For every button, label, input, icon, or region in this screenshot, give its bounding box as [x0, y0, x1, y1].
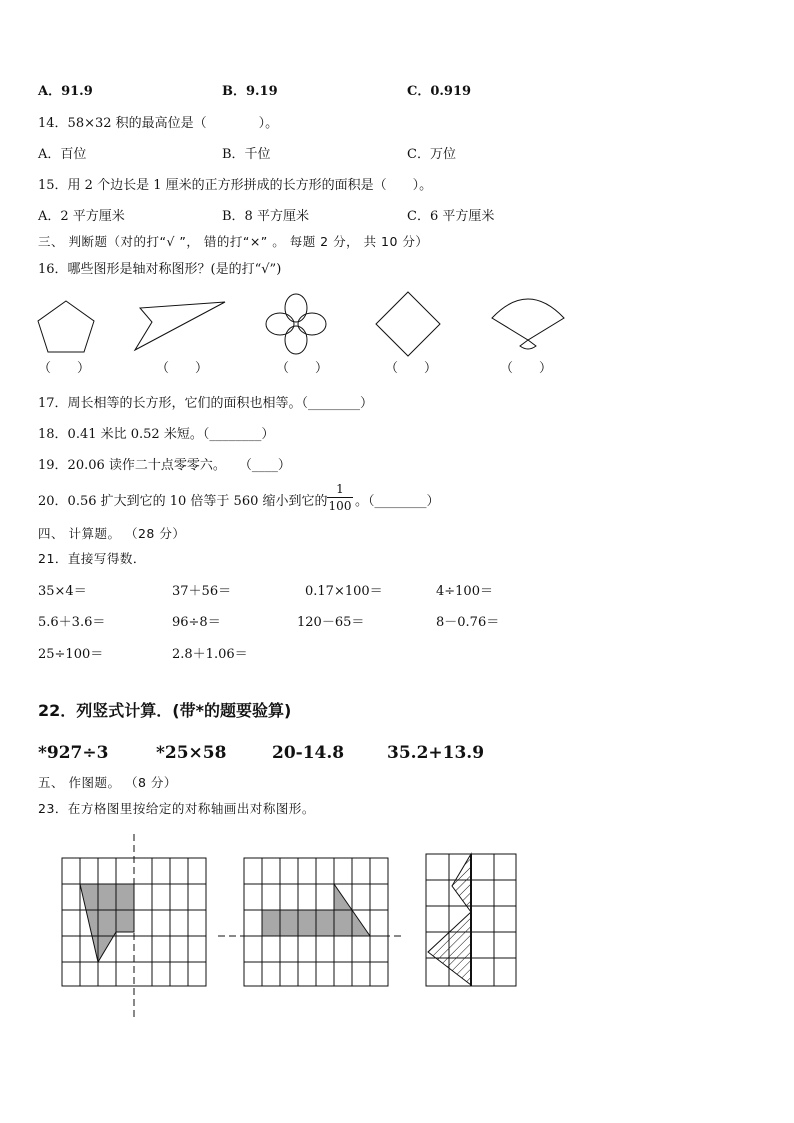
- q20-question-end: 。（________）: [355, 494, 440, 509]
- q23-grids: [0, 820, 794, 1030]
- calc-item: 96÷8＝: [172, 615, 221, 630]
- q16-shapes: [0, 0, 794, 400]
- q15-question: 15．用 2 个边长是 1 厘米的正方形拼成的长方形的面积是（ ）。: [38, 178, 433, 193]
- q13-option-c: C．0.919: [407, 84, 472, 99]
- section-4-heading: 四、 计算题。 （28 分）: [38, 526, 186, 541]
- q16-bracket-2[interactable]: （ ）: [156, 361, 209, 376]
- calc-item: 2.8＋1.06＝: [172, 647, 248, 662]
- q16-bracket-3[interactable]: （ ）: [276, 361, 329, 376]
- calc-item: 37＋56＝: [172, 584, 232, 599]
- q14-option-c: C．万位: [407, 147, 456, 162]
- q15-option-c: C．6 平方厘米: [407, 209, 495, 224]
- q18-question: 18．0.41 米比 0.52 米短。（________）: [38, 427, 275, 442]
- calc-item: 8－0.76＝: [436, 615, 500, 630]
- calc-item: 35×4＝: [38, 584, 87, 599]
- q15-option-a: A．2 平方厘米: [38, 209, 125, 224]
- q13-option-b: B．9.19: [222, 84, 278, 99]
- section-5-heading: 五、 作图题。 （8 分）: [38, 775, 177, 790]
- q14-question: 14．58×32 积的最高位是（ ）。: [38, 116, 279, 131]
- rhombus-shape: [376, 292, 440, 356]
- q17-question: 17．周长相等的长方形，它们的面积也相等。（________）: [38, 396, 374, 411]
- grid-3[interactable]: [426, 854, 516, 986]
- q22-question: 22．列竖式计算．(带*的题要验算): [38, 701, 292, 720]
- vertical-calc-item: 35.2+13.9: [387, 743, 485, 763]
- q15-option-b: B．8 平方厘米: [222, 209, 309, 224]
- q20-question-start: 20．0.56 扩大到它的 10 倍等于 560 缩小到它的: [38, 494, 328, 509]
- q16-bracket-4[interactable]: （ ）: [385, 361, 438, 376]
- calc-item: 4÷100＝: [436, 584, 493, 599]
- calc-item: 120－65＝: [297, 615, 365, 630]
- calc-item: 0.17×100＝: [305, 584, 383, 599]
- fraction-denominator: 100: [328, 499, 352, 513]
- vertical-calc-item: *927÷3: [38, 743, 109, 763]
- triangle-shape: [135, 302, 225, 350]
- q14-option-a: A．百位: [38, 147, 87, 162]
- q16-bracket-1[interactable]: （ ）: [38, 361, 91, 376]
- calc-item: 5.6＋3.6＝: [38, 615, 106, 630]
- q14-option-b: B．千位: [222, 147, 271, 162]
- q20-fraction: [327, 482, 353, 513]
- fan-shape: [492, 299, 564, 349]
- grid-2[interactable]: [218, 858, 404, 986]
- q23-question: 23．在方格图里按给定的对称轴画出对称图形。: [38, 801, 315, 816]
- q13-option-a: A．91.9: [38, 84, 93, 99]
- calc-item: 25÷100＝: [38, 647, 104, 662]
- q21-question: 21．直接写得数．: [38, 551, 146, 566]
- q19-question: 19．20.06 读作二十点零零六。 （____）: [38, 458, 291, 473]
- vertical-calc-item: *25×58: [156, 743, 227, 763]
- flower-shape: [266, 294, 326, 354]
- vertical-calc-item: 20-14.8: [272, 743, 345, 763]
- section-3-heading: 三、 判断题（对的打“√ ”， 错的打“×” 。 每题 2 分， 共 10 分）: [38, 234, 429, 249]
- grid-1[interactable]: [62, 834, 206, 1018]
- fraction-numerator: 1: [336, 482, 344, 496]
- q16-bracket-5[interactable]: （ ）: [500, 361, 553, 376]
- pentagon-shape: [38, 301, 94, 352]
- q16-question: 16．哪些图形是轴对称图形？(是的打“√”): [38, 262, 282, 277]
